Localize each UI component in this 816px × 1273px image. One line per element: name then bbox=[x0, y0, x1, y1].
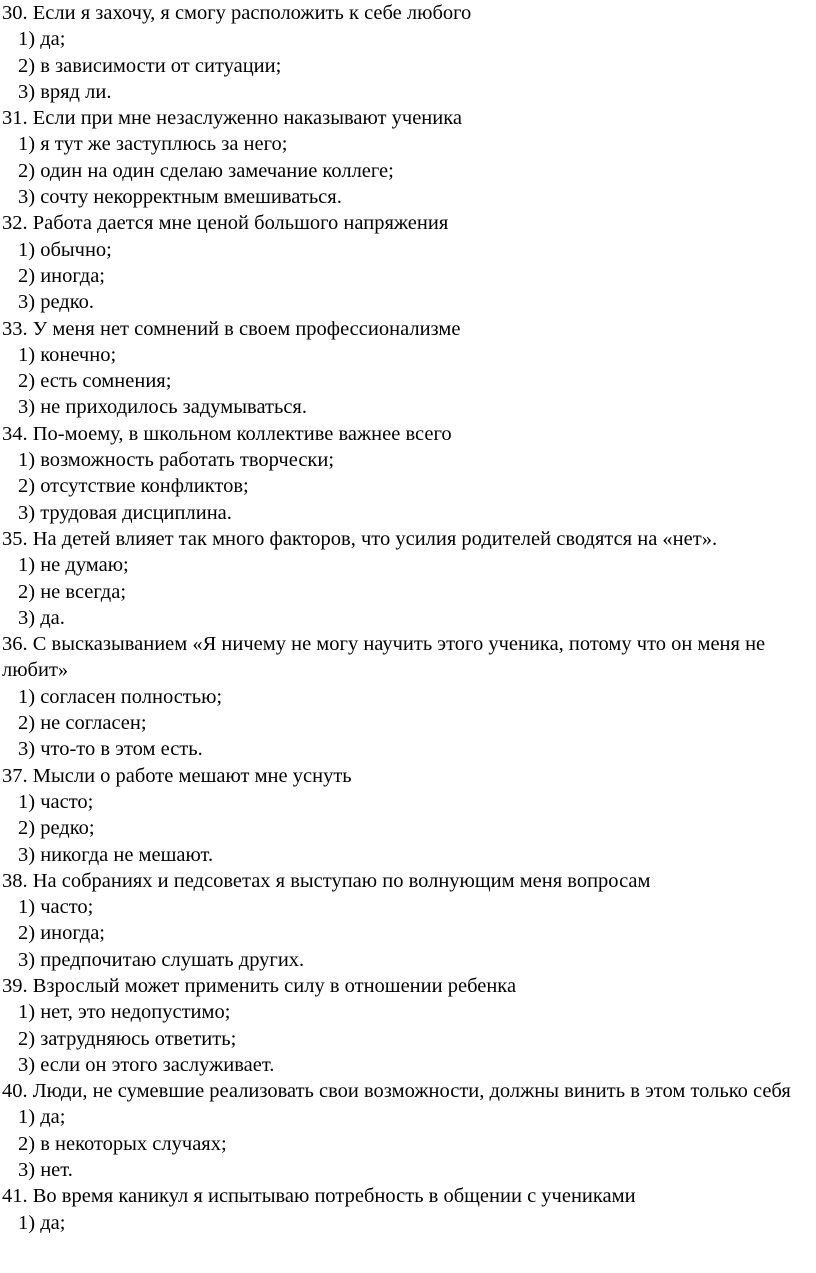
answer-option: 2) в зависимости от ситуации; bbox=[18, 54, 282, 77]
question-38 bbox=[2, 868, 812, 973]
answer-option: 1) возможность работать творчески; bbox=[18, 449, 335, 472]
answer-option: 3) редко. bbox=[18, 291, 95, 314]
question-41 bbox=[2, 1183, 812, 1236]
question-37 bbox=[2, 763, 812, 868]
answer-option: 1) да; bbox=[18, 1211, 66, 1234]
answer-option: 1) да; bbox=[18, 28, 66, 51]
answer-option: 2) иногда; bbox=[18, 922, 106, 945]
question-text: 38. На собраниях и педсоветах я выступаю по волнующим меня вопросам bbox=[2, 869, 651, 892]
answer-option: 3) сочту некорректным вмешиваться. bbox=[18, 186, 342, 209]
question-text: 32. Работа дается мне ценой большого напряжения bbox=[2, 212, 449, 235]
question-34 bbox=[2, 421, 812, 526]
answer-option: 3) не приходилось задумываться. bbox=[18, 396, 307, 419]
answer-option: 3) что-то в этом есть. bbox=[18, 738, 203, 761]
answer-option: 2) есть сомнения; bbox=[18, 370, 172, 393]
answer-option: 2) один на один сделаю замечание коллеге; bbox=[18, 159, 394, 182]
question-text: 36. С высказыванием «Я ничему не могу научить этого ученика, потому что он меня не любит» bbox=[2, 633, 766, 682]
answer-option: 1) да; bbox=[18, 1106, 66, 1129]
question-text: 31. Если при мне незаслуженно наказывают ученика bbox=[2, 107, 462, 130]
question-36 bbox=[2, 631, 812, 762]
answer-option: 1) не думаю; bbox=[18, 554, 129, 577]
answer-option: 1) часто; bbox=[18, 790, 94, 813]
question-31 bbox=[2, 105, 812, 210]
question-39 bbox=[2, 973, 812, 1078]
answer-option: 2) затрудняюсь ответить; bbox=[18, 1027, 237, 1050]
question-text: 33. У меня нет сомнений в своем профессионализме bbox=[2, 317, 461, 340]
answer-option: 3) никогда не мешают. bbox=[18, 843, 214, 866]
answer-option: 3) вряд ли. bbox=[18, 80, 112, 103]
answer-option: 2) не согласен; bbox=[18, 712, 147, 735]
answer-option: 2) отсутствие конфликтов; bbox=[18, 475, 249, 498]
answer-option: 1) я тут же заступлюсь за него; bbox=[18, 133, 288, 156]
question-30 bbox=[2, 0, 812, 105]
answer-option: 3) предпочитаю слушать других. bbox=[18, 948, 305, 971]
question-text: 30. Если я захочу, я смогу расположить к себе любого bbox=[2, 2, 472, 24]
answer-option: 3) если он этого заслуживает. bbox=[18, 1053, 275, 1076]
answer-option: 2) в некоторых случаях; bbox=[18, 1132, 227, 1155]
question-33 bbox=[2, 316, 812, 421]
answer-option: 3) трудовая дисциплина. bbox=[18, 501, 232, 524]
answer-option: 3) да. bbox=[18, 606, 65, 629]
question-text: 37. Мысли о работе мешают мне уснуть bbox=[2, 764, 352, 787]
answer-option: 2) не всегда; bbox=[18, 580, 127, 603]
answer-option: 1) часто; bbox=[18, 896, 94, 919]
answer-option: 1) конечно; bbox=[18, 343, 117, 366]
question-40 bbox=[2, 1078, 812, 1183]
answer-option: 1) обычно; bbox=[18, 238, 112, 261]
question-text: 40. Люди, не сумевшие реализовать свои возможности, должны винить в этом только себя bbox=[2, 1080, 791, 1103]
question-text: 39. Взрослый может применить силу в отношении ребенка bbox=[2, 974, 517, 997]
questionnaire-document bbox=[2, 0, 812, 1236]
answer-option: 2) редко; bbox=[18, 817, 95, 840]
question-text: 41. Во время каникул я испытываю потребность в общении с учениками bbox=[2, 1185, 636, 1208]
question-35 bbox=[2, 526, 812, 631]
question-text: 35. На детей влияет так много факторов, что усилия родителей сводятся на «нет». bbox=[2, 527, 718, 550]
answer-option: 3) нет. bbox=[18, 1159, 73, 1182]
answer-option: 2) иногда; bbox=[18, 264, 106, 287]
answer-option: 1) согласен полностью; bbox=[18, 685, 223, 708]
answer-option: 1) нет, это недопустимо; bbox=[18, 1001, 231, 1024]
question-32 bbox=[2, 210, 812, 315]
question-text: 34. По-моему, в школьном коллективе важнее всего bbox=[2, 422, 452, 445]
